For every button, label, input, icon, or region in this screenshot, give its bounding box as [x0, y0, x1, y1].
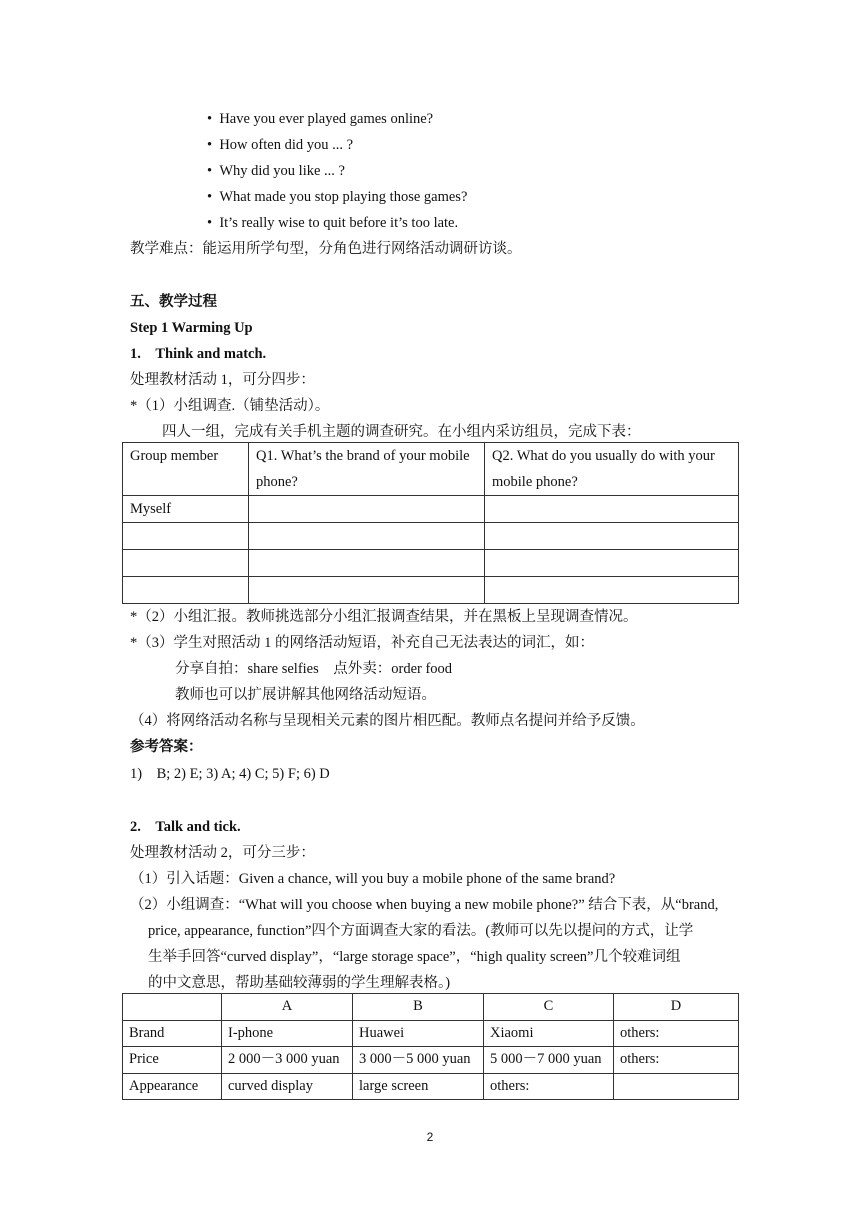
table-row	[123, 1047, 739, 1074]
paragraph: *（3）学生对照活动 1 的网络活动短语，补充自己无法表达的词汇，如：	[130, 635, 594, 651]
section-title: 五、教学过程	[130, 294, 217, 310]
table-cell: D	[614, 994, 739, 1021]
paragraph: （4）将网络活动名称与呈现相关元素的图片相匹配。教师点名提问并给予反馈。	[130, 713, 645, 729]
table-cell	[249, 496, 485, 523]
table-cell	[123, 994, 222, 1021]
table-cell	[485, 550, 739, 577]
table-cell	[614, 1073, 739, 1100]
table-cell: 2 000－3 000 yuan	[222, 1047, 353, 1074]
table-cell: Myself	[123, 496, 249, 523]
table-cell: large screen	[353, 1073, 484, 1100]
paragraph: 分享自拍：share selfies 点外卖：order food	[175, 661, 453, 677]
table-header-row	[123, 443, 739, 496]
paragraph: 四人一组，完成有关手机主题的调查研究。在小组内采访组员，完成下表：	[162, 424, 641, 440]
survey-table-1	[122, 442, 739, 604]
paragraph: 生举手回答“curved display”，“large storage space”，“high quality screen”几个较难词组	[148, 949, 681, 965]
table-row	[123, 550, 739, 577]
bullet-item: • Why did you like ... ?	[207, 163, 345, 179]
activity-heading: 2. Talk and tick.	[130, 819, 241, 835]
teaching-difficulty: 教学难点：能运用所学句型，分角色进行网络活动调研访谈。	[130, 241, 522, 257]
table-cell: 3 000－5 000 yuan	[353, 1047, 484, 1074]
table-cell: others:	[484, 1073, 614, 1100]
answer-heading: 参考答案：	[130, 739, 203, 755]
table-row	[123, 1073, 739, 1100]
paragraph: price, appearance, function”四个方面调查大家的看法。(教师可以先以提问的方式，让学	[148, 923, 694, 939]
paragraph: 处理教材活动 2，可分三步：	[130, 845, 315, 861]
survey-table-2	[122, 993, 739, 1100]
table-cell	[249, 550, 485, 577]
table-cell: B	[353, 994, 484, 1021]
activity-heading: 1. Think and match.	[130, 346, 267, 362]
table-cell: C	[484, 994, 614, 1021]
table-cell: I-phone	[222, 1020, 353, 1047]
table-cell: curved display	[222, 1073, 353, 1100]
paragraph: （2）小组调查：“What will you choose when buying a new mobile phone?” 结合下表，从“brand,	[130, 897, 719, 913]
step-title: Step 1 Warming Up	[130, 320, 253, 336]
table-cell	[123, 523, 249, 550]
table-cell: Xiaomi	[484, 1020, 614, 1047]
paragraph: 处理教材活动 1，可分四步：	[130, 372, 315, 388]
table-cell: Brand	[123, 1020, 222, 1047]
table-row	[123, 1020, 739, 1047]
answer-text: 1) B; 2) E; 3) A; 4) C; 5) F; 6) D	[130, 766, 330, 782]
table-cell: others:	[614, 1047, 739, 1074]
paragraph: *（1）小组调查.（铺垫活动）。	[130, 398, 330, 414]
table-cell: A	[222, 994, 353, 1021]
paragraph: *（2）小组汇报。教师挑选部分小组汇报调查结果，并在黑板上呈现调查情况。	[130, 609, 638, 625]
table-row	[123, 577, 739, 604]
table-cell	[123, 550, 249, 577]
table-cell	[485, 577, 739, 604]
table-cell: 5 000－7 000 yuan	[484, 1047, 614, 1074]
page-number: 2	[426, 1130, 434, 1144]
bullet-item: • It’s really wise to quit before it’s too late.	[207, 215, 459, 231]
table-cell	[485, 496, 739, 523]
table-cell	[123, 577, 249, 604]
paragraph: 教师也可以扩展讲解其他网络活动短语。	[175, 687, 436, 703]
table-cell: Appearance	[123, 1073, 222, 1100]
table-cell: Price	[123, 1047, 222, 1074]
paragraph: 的中文意思，帮助基础较薄弱的学生理解表格。)	[148, 975, 451, 991]
table-cell: others:	[614, 1020, 739, 1047]
table-cell: Group member	[123, 443, 249, 496]
table-cell	[485, 523, 739, 550]
table-cell: Q2. What do you usually do with your mobile phone?	[485, 443, 739, 496]
bullet-item: • What made you stop playing those games?	[207, 189, 468, 205]
table-cell	[249, 577, 485, 604]
table-cell: Q1. What’s the brand of your mobile phone?	[249, 443, 485, 496]
paragraph: （1）引入话题：Given a chance, will you buy a mobile phone of the same brand?	[130, 871, 616, 887]
bullet-item: • Have you ever played games online?	[207, 111, 434, 127]
table-cell	[249, 523, 485, 550]
bullet-item: • How often did you ... ?	[207, 137, 354, 153]
table-row	[123, 496, 739, 523]
table-row	[123, 523, 739, 550]
table-header-row	[123, 994, 739, 1021]
table-cell: Huawei	[353, 1020, 484, 1047]
